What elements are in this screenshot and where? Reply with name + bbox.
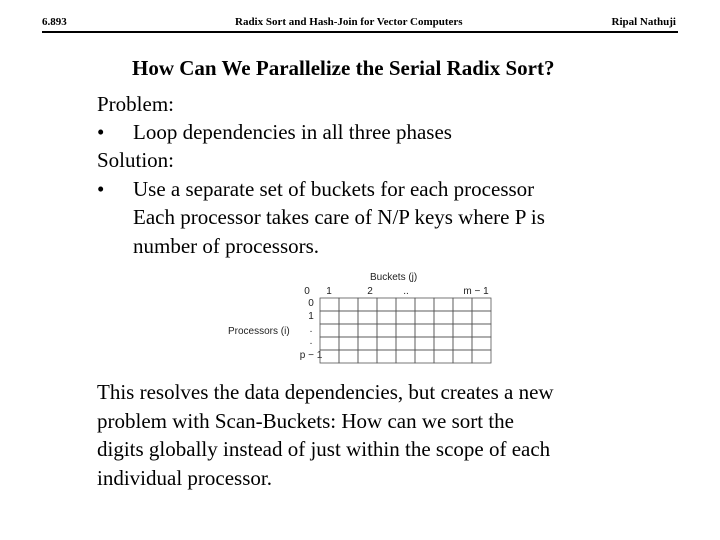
grid-cell (339, 298, 358, 311)
grid-cell (396, 324, 415, 337)
grid-cell (377, 337, 396, 350)
grid-cell (472, 324, 491, 337)
grid-cell (415, 311, 434, 324)
grid-cell (415, 350, 434, 363)
grid-cell (320, 337, 339, 350)
grid-cell (453, 324, 472, 337)
grid-cell (320, 311, 339, 324)
grid-cell (377, 324, 396, 337)
grid-cell (415, 337, 434, 350)
grid-cell (377, 350, 396, 363)
grid-cell (339, 350, 358, 363)
grid-cell (453, 350, 472, 363)
grid-cell (472, 311, 491, 324)
grid-cell (396, 337, 415, 350)
grid-cell (358, 311, 377, 324)
grid-cell (453, 311, 472, 324)
grid-cell (434, 311, 453, 324)
bucket-tick-1: 1 (326, 286, 332, 297)
grid-cells (320, 298, 491, 363)
grid-cell (453, 298, 472, 311)
problem-item-text: Loop dependencies in all three phases (133, 120, 452, 144)
grid-cell (396, 298, 415, 311)
bullet-marker: • (97, 177, 105, 201)
processor-tick-dot: . (309, 324, 313, 335)
closing-line-1: This resolves the data dependencies, but creates a new (97, 380, 554, 404)
grid-cell (396, 311, 415, 324)
grid-cell (377, 298, 396, 311)
closing-paragraph (97, 378, 554, 492)
buckets-axis-label: Buckets (j) (370, 272, 418, 283)
problem-label: Problem: (97, 92, 174, 116)
bullet-marker: • (97, 120, 105, 144)
grid-cell (339, 324, 358, 337)
processor-bucket-grid-figure (224, 268, 498, 368)
grid-cell (396, 350, 415, 363)
grid-cell (434, 298, 453, 311)
solution-line-3: number of processors. (133, 234, 320, 258)
closing-line-2: problem with Scan-Buckets: How can we sort the (97, 408, 514, 433)
author-name: Ripal Nathuji (611, 16, 676, 28)
course-number: 6.893 (42, 16, 67, 28)
processor-tick-last: p − 1 (299, 350, 323, 361)
processor-tick-dot: . (309, 336, 313, 347)
grid-cell (415, 298, 434, 311)
grid-cell (434, 324, 453, 337)
grid-cell (358, 337, 377, 350)
processors-axis-label: Processors (i) (228, 326, 290, 337)
grid-cell (472, 350, 491, 363)
bucket-tick-2: 2 (367, 286, 373, 297)
solution-line-2: Each processor takes care of N/P keys where P is (133, 205, 545, 229)
bucket-tick-last: m − 1 (463, 286, 489, 297)
solution-label: Solution: (97, 148, 175, 172)
grid-cell (358, 350, 377, 363)
grid-cell (415, 324, 434, 337)
processor-tick-1: 1 (308, 311, 314, 322)
slide-topic: Radix Sort and Hash-Join for Vector Computers (235, 16, 463, 28)
grid-cell (339, 311, 358, 324)
grid-cell (358, 298, 377, 311)
solution-item-text: Use a separate set of buckets for each processor (133, 177, 535, 201)
grid-cell (320, 324, 339, 337)
grid-cell (377, 311, 396, 324)
bucket-tick-ellipsis: .. (403, 286, 409, 297)
closing-line-3: digits globally instead of just within the scope of each (97, 437, 551, 461)
processor-tick-0: 0 (308, 298, 314, 309)
bucket-tick-0: 0 (304, 286, 310, 297)
grid-cell (453, 337, 472, 350)
header-divider (42, 31, 678, 33)
grid-cell (358, 324, 377, 337)
grid-cell (320, 298, 339, 311)
grid-cell (472, 298, 491, 311)
grid-cell (339, 337, 358, 350)
grid-cell (320, 350, 339, 363)
slide-title: How Can We Parallelize the Serial Radix Sort? (132, 56, 555, 80)
slide-header (42, 16, 678, 30)
closing-line-4: individual processor. (97, 465, 272, 490)
grid-cell (434, 337, 453, 350)
grid-cell (472, 337, 491, 350)
grid-cell (434, 350, 453, 363)
